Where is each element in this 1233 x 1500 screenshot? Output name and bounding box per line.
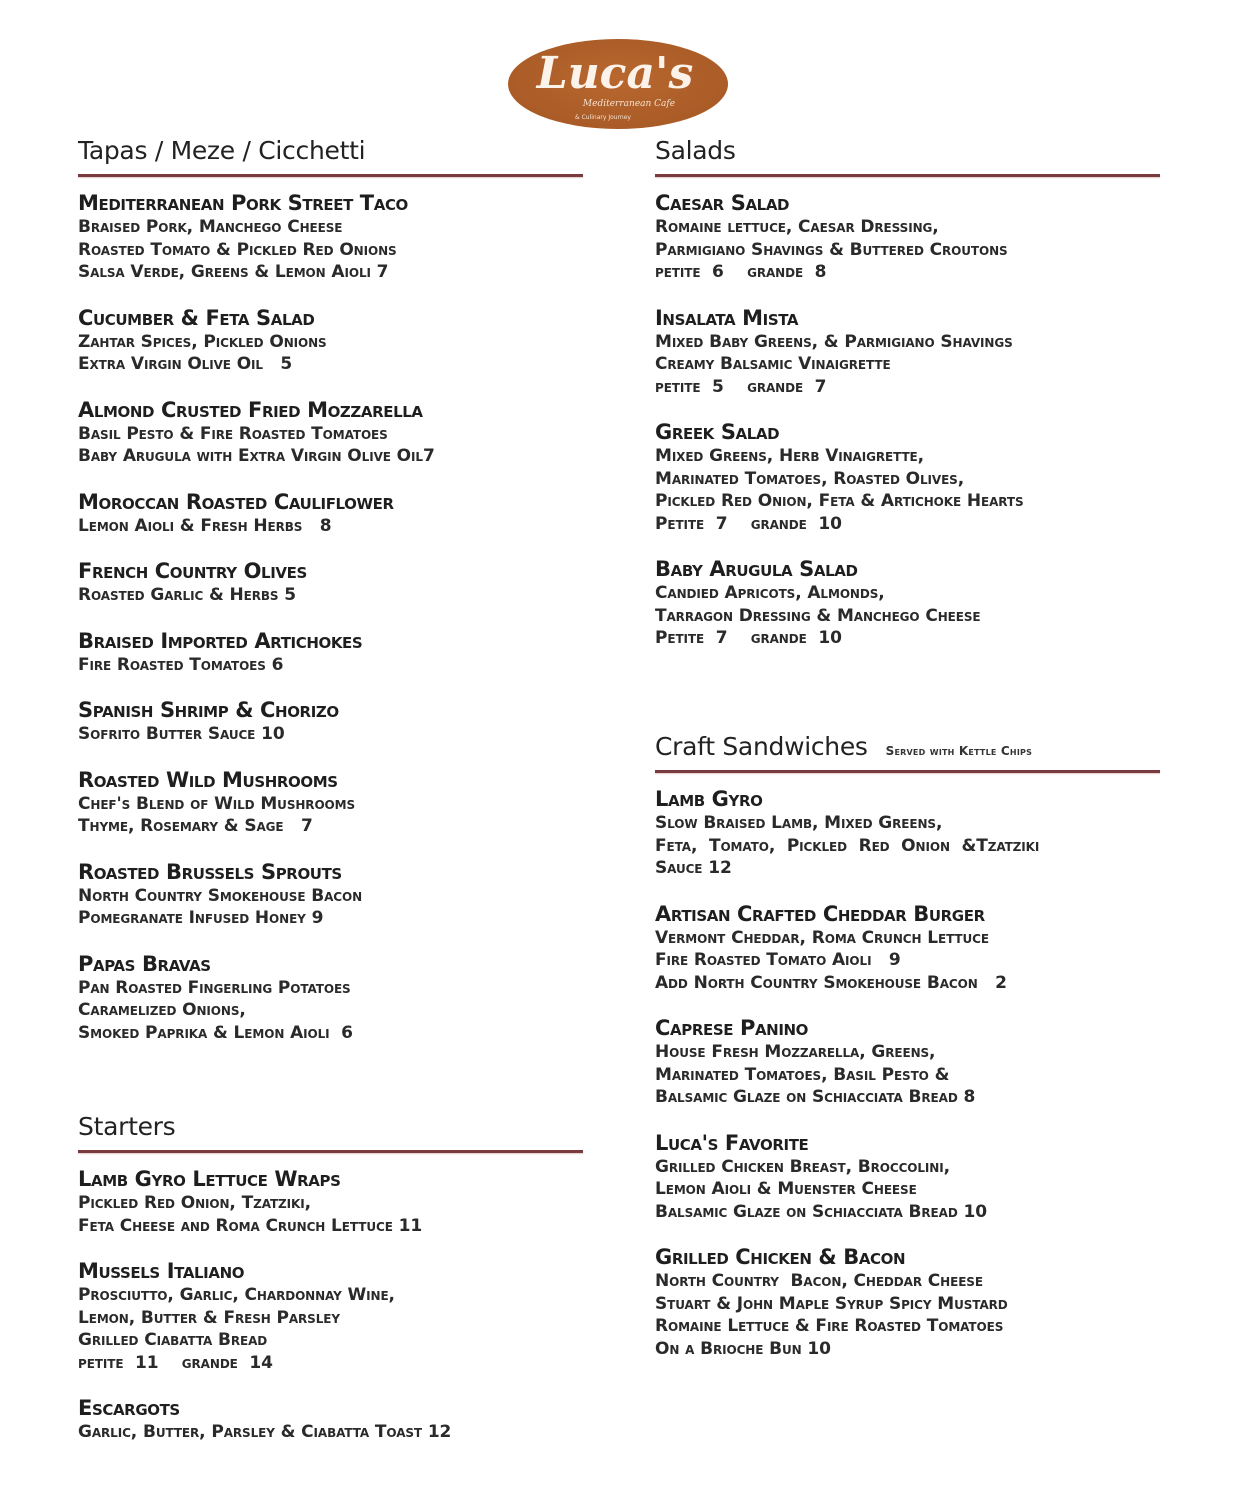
section-header xyxy=(655,732,1160,766)
menu-item-name: Mussels Italiano xyxy=(78,1259,245,1283)
menu-item xyxy=(78,490,583,538)
section-divider xyxy=(78,174,583,177)
menu-item-description: Salsa Verde, Greens & Lemon Aioli 7 xyxy=(78,262,389,282)
menu-item-description: North Country Smokehouse Bacon xyxy=(78,885,363,906)
menu-item-description: Chef's Blend of Wild Mushrooms xyxy=(78,793,356,814)
menu-item-description: Pan Roasted Fingerling Potatoes xyxy=(78,977,351,998)
menu-item xyxy=(78,1167,583,1237)
menu-item-description: Tarragon Dressing & Manchego Cheese xyxy=(655,605,981,626)
menu-item-description: Lemon Aioli & Fresh Herbs 8 xyxy=(78,515,332,536)
menu-item-description: Grilled Chicken Breast, Broccolini, xyxy=(655,1156,950,1177)
menu-item-name: Grilled Chicken & Bacon xyxy=(655,1245,906,1269)
menu-item xyxy=(78,191,583,284)
menu-item-description: Feta Cheese and Roma Crunch Lettuce 11 xyxy=(78,1215,423,1236)
section-divider xyxy=(655,770,1160,773)
menu-item-description: Fire Roasted Tomatoes 6 xyxy=(78,654,284,675)
menu-item xyxy=(655,1131,1160,1224)
menu-item-sizes: petite 11 grande 14 xyxy=(78,1352,273,1373)
section-sandwiches xyxy=(655,732,1160,1382)
menu-item xyxy=(78,306,583,376)
menu-item-description: Marinated Tomatoes, Roasted Olives, xyxy=(655,468,965,489)
menu-item-description: Mixed Greens, Herb Vinaigrette, xyxy=(655,446,924,466)
menu-item-name: Moroccan Roasted Cauliflower xyxy=(78,489,394,514)
menu-item xyxy=(655,420,1160,535)
menu-item-description: Roasted Garlic & Herbs 5 xyxy=(78,585,297,605)
menu-item xyxy=(655,1245,1160,1360)
menu-item-sizes: petite 6 grande 8 xyxy=(655,262,827,282)
menu-item-description: Mixed Baby Greens, & Parmigiano Shavings xyxy=(655,331,1013,352)
menu-item-description: Basil Pesto & Fire Roasted Tomatoes xyxy=(78,423,388,444)
section-header xyxy=(78,1112,583,1146)
logo-wordmark: Luca's xyxy=(536,48,694,99)
section-title: Starters xyxy=(78,1112,176,1141)
menu-item-description: Braised Pork, Manchego Cheese xyxy=(78,217,343,237)
menu-item-description: Romaine Lettuce & Fire Roasted Tomatoes xyxy=(655,1316,1004,1336)
menu-item xyxy=(78,698,583,746)
menu-item-name: Luca's Favorite xyxy=(655,1130,809,1155)
menu-item-description: Baby Arugula with Extra Virgin Olive Oil7 xyxy=(78,446,435,466)
menu-item xyxy=(78,629,583,677)
menu-item-description: Extra Virgin Olive Oil 5 xyxy=(78,354,293,374)
menu-item-name: Caprese Panino xyxy=(655,1016,809,1040)
menu-item-description: Balsamic Glaze on Schiacciata Bread 8 xyxy=(655,1087,976,1107)
menu-item-name: Cucumber & Feta Salad xyxy=(78,305,315,330)
section-title: Tapas / Meze / Cicchetti xyxy=(78,136,366,165)
menu-item-name: Mediterranean Pork Street Taco xyxy=(78,191,408,215)
menu-item-description: Feta, Tomato, Pickled Red Onion &Tzatziki xyxy=(655,835,1040,856)
menu-item-description: Roasted Tomato & Pickled Red Onions xyxy=(78,239,397,260)
section-note: Served with Kettle Chips xyxy=(885,744,1033,758)
section-title: Craft Sandwiches xyxy=(655,732,868,761)
menu-item-sizes: Petite 7 grande 10 xyxy=(655,628,842,648)
menu-item-description: Pickled Red Onion, Feta & Artichoke Hearts xyxy=(655,491,1024,511)
menu-item-name: Braised Imported Artichokes xyxy=(78,628,363,653)
section-header xyxy=(655,136,1160,170)
menu-item xyxy=(78,1259,583,1374)
menu-item-description: House Fresh Mozzarella, Greens, xyxy=(655,1042,936,1062)
menu-item-sizes: Petite 7 grande 10 xyxy=(655,513,842,534)
menu-item-name: Artisan Crafted Cheddar Burger xyxy=(655,901,985,926)
menu-item-description: Pomegranate Infused Honey 9 xyxy=(78,908,324,928)
menu-item-name: Lamb Gyro Lettuce Wraps xyxy=(78,1167,341,1191)
menu-item-description: Prosciutto, Garlic, Chardonnay Wine, xyxy=(78,1285,395,1305)
menu-item xyxy=(655,1016,1160,1109)
logo-tagline: & Culinary Journey xyxy=(575,114,631,121)
section-salads xyxy=(655,136,1160,672)
menu-item xyxy=(78,398,583,468)
menu-item-name: Greek Salad xyxy=(655,420,780,444)
menu-item xyxy=(78,952,583,1045)
menu-item-description: North Country Bacon, Cheddar Cheese xyxy=(655,1271,983,1291)
menu-item-description: Sofrito Butter Sauce 10 xyxy=(78,724,285,744)
menu-item-name: Almond Crusted Fried Mozzarella xyxy=(78,397,423,422)
menu-item-description: Zahtar Spices, Pickled Onions xyxy=(78,331,327,352)
menu-item-description: Lemon, Butter & Fresh Parsley xyxy=(78,1307,340,1328)
menu-item-description: Balsamic Glaze on Schiacciata Bread 10 xyxy=(655,1201,987,1222)
logo-subtitle: Mediterranean Cafe xyxy=(582,99,676,109)
menu-item-name: Escargots xyxy=(78,1396,180,1420)
menu-item xyxy=(78,559,583,607)
menu-item-description: Thyme, Rosemary & Sage 7 xyxy=(78,816,313,836)
logo-oval xyxy=(507,38,729,130)
menu-item-name: Baby Arugula Salad xyxy=(655,557,858,581)
menu-item-name: French Country Olives xyxy=(78,559,307,583)
section-tapas xyxy=(78,136,583,1066)
menu-item-description: Slow Braised Lamb, Mixed Greens, xyxy=(655,813,943,833)
menu-item-description: Romaine lettuce, Caesar Dressing, xyxy=(655,217,939,237)
menu-item-name: Insalata Mista xyxy=(655,305,799,330)
menu-item xyxy=(78,1396,583,1444)
menu-item-description: Pickled Red Onion, Tzatziki, xyxy=(78,1193,311,1213)
menu-item-name: Roasted Wild Mushrooms xyxy=(78,767,338,792)
menu-item-description: Caramelized Onions, xyxy=(78,1000,246,1020)
menu-item-description: Add North Country Smokehouse Bacon 2 xyxy=(655,972,1007,993)
menu-item-description: Grilled Ciabatta Bread xyxy=(78,1330,268,1350)
menu-item-description: Creamy Balsamic Vinaigrette xyxy=(655,354,891,374)
menu-item-name: Caesar Salad xyxy=(655,191,790,215)
menu-item xyxy=(78,860,583,930)
menu-item-description: Fire Roasted Tomato Aioli 9 xyxy=(655,950,901,970)
menu-item xyxy=(655,787,1160,880)
restaurant-logo xyxy=(507,38,729,130)
menu-item-description: Sauce 12 xyxy=(655,858,732,878)
menu-item xyxy=(655,902,1160,995)
menu-item xyxy=(78,768,583,838)
menu-item-description: Marinated Tomatoes, Basil Pesto & xyxy=(655,1064,950,1085)
section-starters xyxy=(78,1112,583,1466)
menu-item-description: Garlic, Butter, Parsley & Ciabatta Toast 12 xyxy=(78,1422,452,1442)
menu-item-name: Papas Bravas xyxy=(78,951,211,976)
menu-item xyxy=(655,306,1160,399)
section-divider xyxy=(655,174,1160,177)
menu-item-description: Parmigiano Shavings & Buttered Croutons xyxy=(655,239,1008,260)
menu-item-name: Lamb Gyro xyxy=(655,787,763,811)
menu-item-name: Roasted Brussels Sprouts xyxy=(78,859,342,884)
menu-item-sizes: petite 5 grande 7 xyxy=(655,376,827,397)
menu-item xyxy=(655,191,1160,284)
menu-item-description: Lemon Aioli & Muenster Cheese xyxy=(655,1179,917,1199)
menu-item-description: Stuart & John Maple Syrup Spicy Mustard xyxy=(655,1293,1008,1314)
menu-item-name: Spanish Shrimp & Chorizo xyxy=(78,698,339,722)
menu-item-description: On a Brioche Bun 10 xyxy=(655,1338,831,1359)
section-header xyxy=(78,136,583,170)
menu-item-description: Candied Apricots, Almonds, xyxy=(655,583,885,603)
menu-item-description: Smoked Paprika & Lemon Aioli 6 xyxy=(78,1022,353,1043)
section-divider xyxy=(78,1150,583,1153)
menu-item xyxy=(655,557,1160,650)
menu-item-description: Vermont Cheddar, Roma Crunch Lettuce xyxy=(655,927,989,948)
section-title: Salads xyxy=(655,136,736,165)
